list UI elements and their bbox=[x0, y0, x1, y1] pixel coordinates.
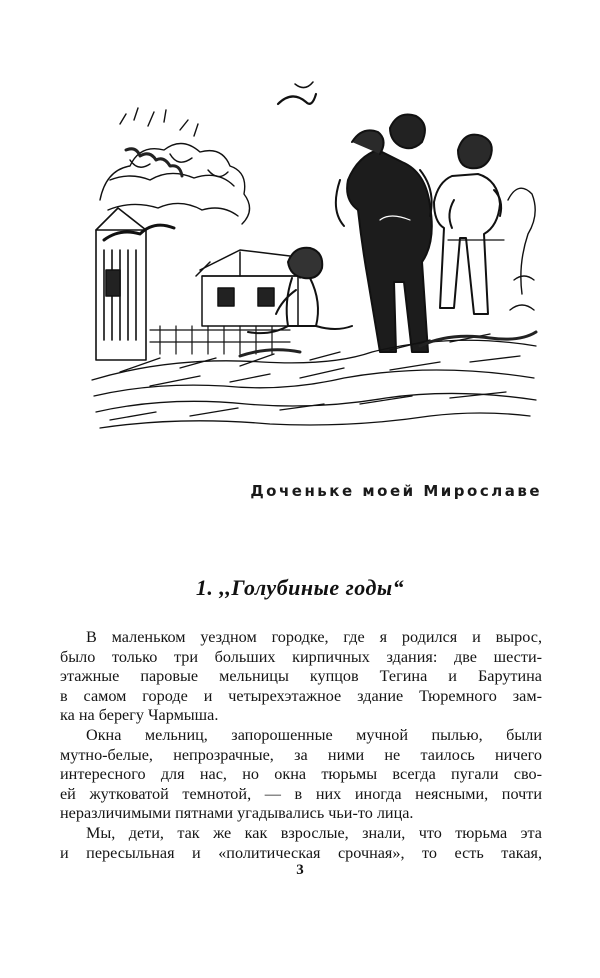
paragraph-1 bbox=[60, 628, 542, 726]
text-line: в самом городе и четырехэтажное здание Тюремного зам- bbox=[60, 686, 542, 705]
chapter-title: 1. ,,Голубиные годы“ bbox=[195, 575, 405, 600]
text-line: ей жутковатой темнотой, — в них иногда неясными, почти bbox=[60, 784, 542, 803]
text-line: ка на берегу Чармыша. bbox=[60, 706, 219, 725]
paragraph-2 bbox=[60, 726, 542, 824]
body-text bbox=[60, 628, 542, 863]
text-line: В маленьком уездном городке, где я родился и вырос, bbox=[86, 628, 542, 646]
text-line: мутно-белые, непрозрачные, за ними не таилось ничего bbox=[60, 745, 542, 764]
page-number: 3 bbox=[296, 862, 304, 878]
text-line: Окна мельниц, запорошенные мучной пылью, были bbox=[86, 725, 542, 744]
text-line: Мы, дети, так же как взрослые, знали, что тюрьма эта bbox=[86, 823, 542, 842]
text-line: и пересыльная и «политическая срочная», то есть такая, bbox=[60, 843, 542, 862]
text-line: было только три больших кирпичных здания: две шести- bbox=[60, 647, 542, 666]
dedication: Доченьке моей Мирославе bbox=[250, 482, 542, 500]
text-line: неразличимыми пятнами угадывались чьи-то лица. bbox=[60, 804, 414, 823]
paragraph-3 bbox=[60, 824, 542, 863]
text-line: этажные паровые мельницы купцов Тегина и Барутина bbox=[60, 667, 542, 686]
text-line: интересного для нас, но окна тюрьмы всегда пугали сво- bbox=[60, 765, 542, 784]
children-in-old-town-illustration bbox=[90, 80, 540, 440]
